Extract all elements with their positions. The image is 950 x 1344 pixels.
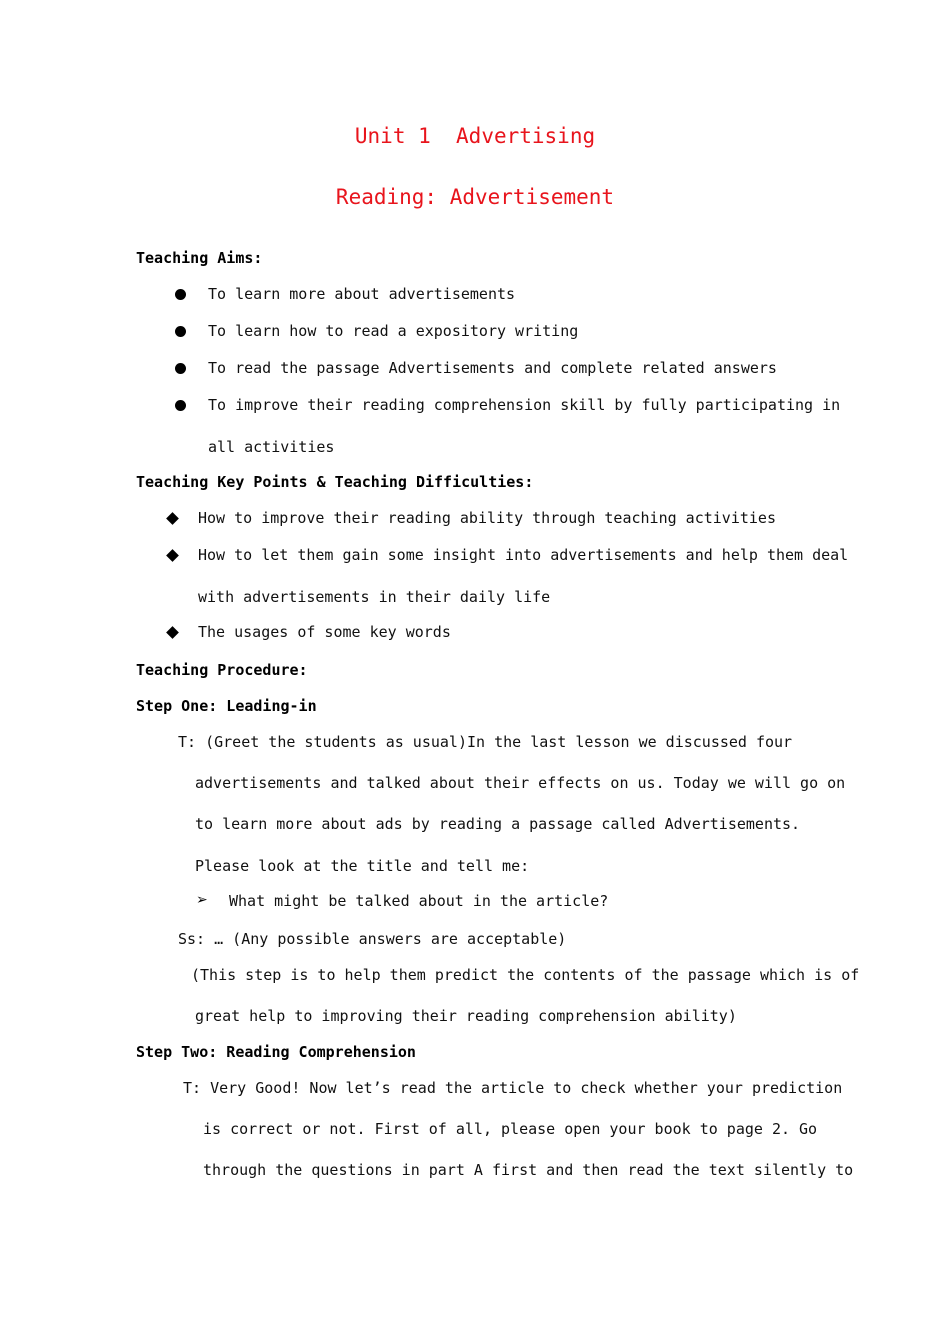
bullet-dot-icon xyxy=(175,400,186,411)
step-one-line: (This step is to help them predict the contents of the passage which is of xyxy=(191,966,860,984)
step-one-line: T: (Greet the students as usual)In the last lesson we discussed four xyxy=(178,733,793,751)
key-point-item: How to let them gain some insight into advertisements and help them deal xyxy=(198,546,849,564)
step-one-line: to learn more about ads by reading a passage called Advertisements. xyxy=(195,815,801,833)
bullet-dot-icon xyxy=(175,289,186,300)
step-one-line: great help to improving their reading comprehension ability) xyxy=(195,1007,737,1025)
document-title: Unit 1 Advertising xyxy=(354,124,596,148)
step-two-line: is correct or not. First of all, please open your book to page 2. Go xyxy=(203,1120,818,1138)
step-one-line: advertisements and talked about their effects on us. Today we will go on xyxy=(195,774,846,792)
step-one-line: Ss: … (Any possible answers are acceptable) xyxy=(178,930,567,948)
document-subtitle: Reading: Advertisement xyxy=(335,185,615,209)
bullet-dot-icon xyxy=(175,326,186,337)
aims-item: To read the passage Advertisements and complete related answers xyxy=(208,359,777,377)
step-one-heading: Step One: Leading-in xyxy=(136,697,317,715)
step-one-line: Please look at the title and tell me: xyxy=(195,857,530,875)
key-point-item-continuation: with advertisements in their daily life xyxy=(198,588,551,606)
aims-item-continuation: all activities xyxy=(208,438,335,456)
aims-heading: Teaching Aims: xyxy=(136,249,263,267)
procedure-heading: Teaching Procedure: xyxy=(136,661,308,679)
step-one-question: What might be talked about in the article? xyxy=(229,892,609,910)
bullet-diamond-icon xyxy=(166,549,179,562)
key-point-item: How to improve their reading ability through teaching activities xyxy=(198,509,776,527)
aims-item: To improve their reading comprehension skill by fully participating in xyxy=(208,396,841,414)
step-two-line: through the questions in part A first and then read the text silently to xyxy=(203,1161,854,1179)
key-points-heading: Teaching Key Points & Teaching Difficulties: xyxy=(136,473,534,491)
step-two-heading: Step Two: Reading Comprehension xyxy=(136,1043,416,1061)
aims-item: To learn more about advertisements xyxy=(208,285,516,303)
bullet-diamond-icon xyxy=(166,626,179,639)
step-two-line: T: Very Good! Now let’s read the article to check whether your prediction xyxy=(183,1079,843,1097)
bullet-diamond-icon xyxy=(166,512,179,525)
aims-item: To learn how to read a expository writing xyxy=(208,322,579,340)
arrow-bullet-icon: ➢ xyxy=(196,892,208,908)
key-point-item: The usages of some key words xyxy=(198,623,451,641)
bullet-dot-icon xyxy=(175,363,186,374)
